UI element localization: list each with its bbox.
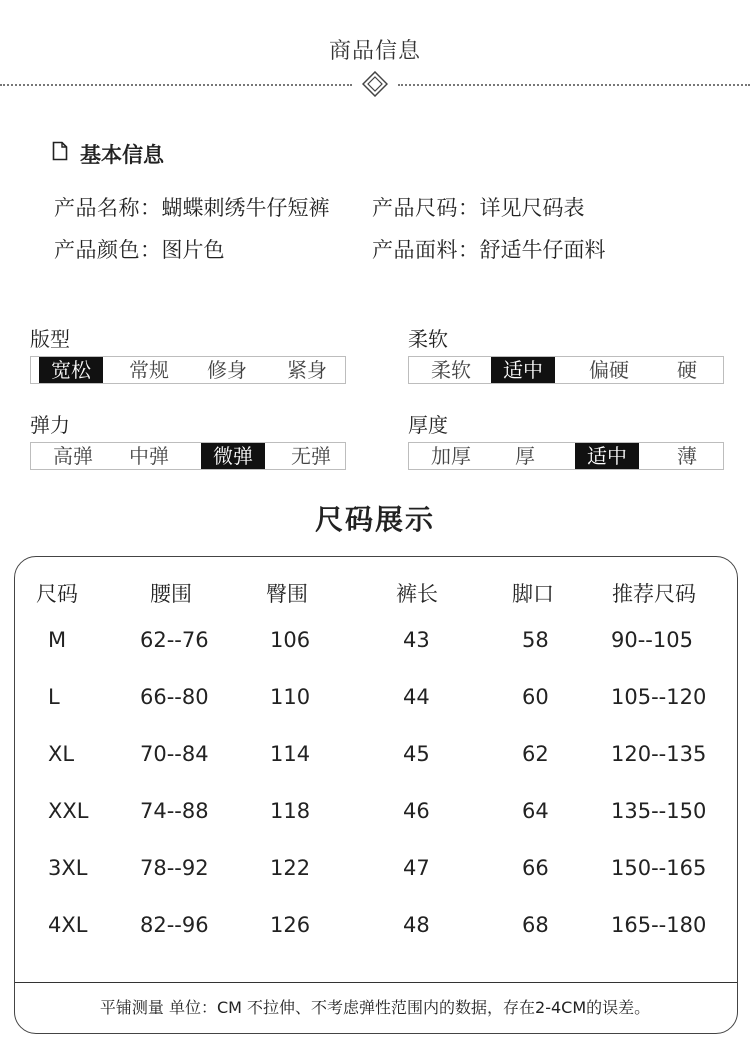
attr-softness-option[interactable]: 柔软	[431, 358, 471, 382]
size-cell-waist: 62--76	[140, 628, 209, 652]
size-cell-hem: 64	[522, 799, 549, 823]
attr-softness-option[interactable]: 偏硬	[589, 358, 629, 382]
attr-elasticity-options	[30, 442, 346, 470]
size-cell-hem: 66	[522, 856, 549, 880]
size-cell-hip: 118	[270, 799, 311, 823]
size-cell-hip: 126	[270, 913, 311, 937]
header-divider-right	[398, 84, 750, 86]
attr-thickness-option[interactable]: 加厚	[431, 444, 471, 468]
size-cell-size: M	[48, 628, 67, 652]
info-label: 产品尺码：	[372, 196, 480, 220]
size-cell-hip: 114	[270, 742, 311, 766]
header-divider-left	[0, 84, 352, 86]
size-cell-waist: 74--88	[140, 799, 209, 823]
size-cell-waist: 78--92	[140, 856, 209, 880]
attr-thickness-options	[408, 442, 724, 470]
basic-info-heading: 基本信息	[80, 143, 164, 167]
size-cell-hip: 110	[270, 685, 311, 709]
attr-fit-option-selected[interactable]: 宽松	[39, 357, 103, 383]
size-cell-length: 46	[403, 799, 430, 823]
info-label: 产品面料：	[372, 238, 480, 262]
size-cell-waist: 70--84	[140, 742, 209, 766]
size-cell-recommended: 135--150	[611, 799, 707, 823]
size-header-length: 裤长	[396, 582, 438, 606]
size-cell-recommended: 165--180	[611, 913, 707, 937]
size-cell-length: 47	[403, 856, 430, 880]
info-product-fabric	[372, 234, 606, 264]
size-cell-recommended: 150--165	[611, 856, 707, 880]
diamond-ornament-icon	[362, 71, 388, 97]
attr-softness-options	[408, 356, 724, 384]
attr-softness-option[interactable]: 硬	[677, 358, 697, 382]
attr-softness-title: 柔软	[408, 327, 448, 351]
size-cell-length: 45	[403, 742, 430, 766]
info-label: 产品名称：	[54, 196, 162, 220]
size-cell-size: XL	[48, 742, 75, 766]
size-cell-hem: 68	[522, 913, 549, 937]
size-cell-length: 44	[403, 685, 430, 709]
info-product-name	[54, 192, 330, 222]
attr-fit-options	[30, 356, 346, 384]
info-product-size	[372, 192, 585, 222]
attr-softness-option-selected[interactable]: 适中	[491, 357, 555, 383]
size-cell-size: 4XL	[48, 913, 88, 937]
attr-elasticity-title: 弹力	[30, 413, 70, 437]
attr-thickness-option-selected[interactable]: 适中	[575, 443, 639, 469]
size-header-recommended: 推荐尺码	[612, 582, 696, 606]
size-cell-hip: 106	[270, 628, 311, 652]
info-value: 详见尺码表	[479, 196, 585, 220]
info-value: 舒适牛仔面料	[479, 238, 606, 262]
attr-elasticity-option[interactable]: 无弹	[291, 444, 331, 468]
size-cell-size: L	[48, 685, 60, 709]
attr-thickness-title: 厚度	[408, 413, 448, 437]
size-cell-length: 48	[403, 913, 430, 937]
size-header-waist: 腰围	[150, 582, 192, 606]
attr-fit-option[interactable]: 修身	[207, 358, 247, 382]
info-label: 产品颜色：	[54, 238, 162, 262]
document-icon	[52, 141, 68, 165]
attr-elasticity-option[interactable]: 中弹	[129, 444, 169, 468]
size-chart-footer-divider	[15, 982, 737, 983]
attr-fit-option[interactable]: 紧身	[287, 358, 327, 382]
attr-thickness-option[interactable]: 厚	[515, 444, 535, 468]
size-chart-footnote: 平铺测量 单位：CM 不拉伸、不考虑弹性范围内的数据，存在2-4CM的误差。	[99, 998, 651, 1017]
size-cell-hem: 58	[522, 628, 549, 652]
info-product-color	[54, 234, 225, 264]
size-cell-waist: 66--80	[140, 685, 209, 709]
size-cell-length: 43	[403, 628, 430, 652]
size-header-hip: 臀围	[266, 582, 308, 606]
attr-fit-title: 版型	[30, 327, 70, 351]
info-value: 图片色	[161, 238, 225, 262]
size-cell-hem: 60	[522, 685, 549, 709]
size-header-size: 尺码	[36, 582, 78, 606]
size-cell-size: 3XL	[48, 856, 88, 880]
info-value: 蝴蝶刺绣牛仔短裤	[161, 196, 330, 220]
size-cell-hem: 62	[522, 742, 549, 766]
page-title: 商品信息	[328, 39, 421, 64]
size-cell-recommended: 105--120	[611, 685, 707, 709]
size-cell-hip: 122	[270, 856, 311, 880]
size-header-hem: 脚口	[512, 582, 554, 606]
attr-elasticity-option-selected[interactable]: 微弹	[201, 443, 265, 469]
attr-elasticity-option[interactable]: 高弹	[53, 444, 93, 468]
size-cell-recommended: 120--135	[611, 742, 707, 766]
size-chart-title: 尺码展示	[314, 503, 435, 536]
size-cell-recommended: 90--105	[611, 628, 693, 652]
attr-fit-option[interactable]: 常规	[129, 358, 169, 382]
attr-thickness-option[interactable]: 薄	[677, 444, 697, 468]
size-cell-waist: 82--96	[140, 913, 209, 937]
size-cell-size: XXL	[48, 799, 89, 823]
